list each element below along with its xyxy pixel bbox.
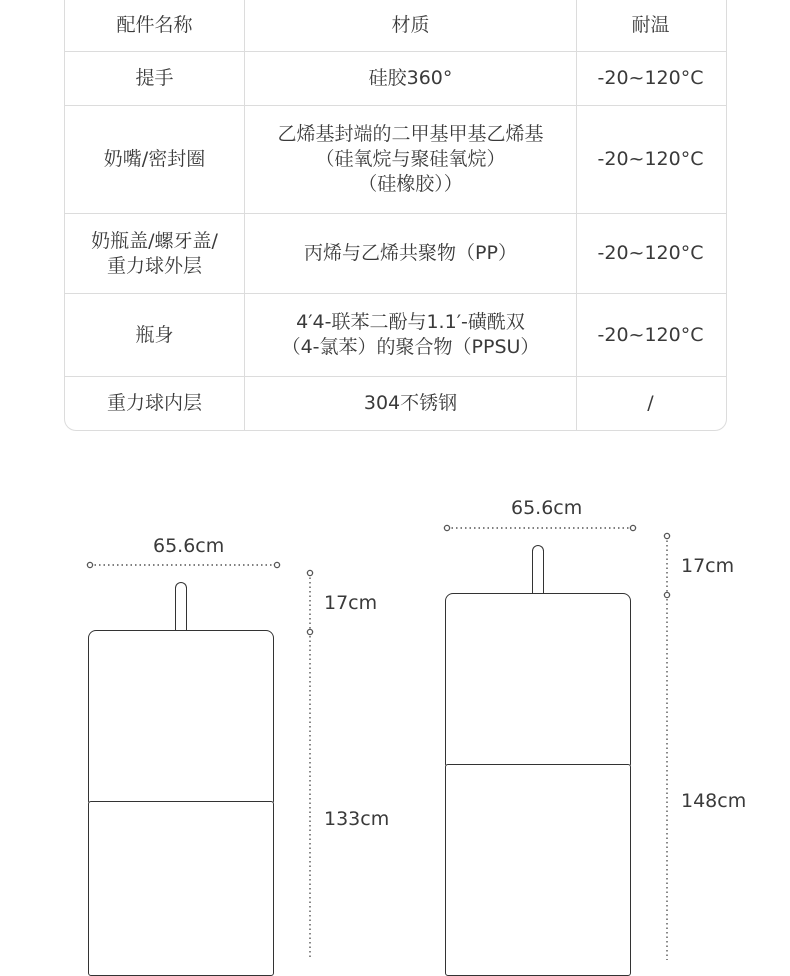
- temp-cell: /: [647, 392, 654, 414]
- material-cell: 4′4-联苯二酚与1.1′-磺酰双 （4-氯苯）的聚合物（PPSU）: [245, 294, 577, 376]
- right-handle-label: 17cm: [681, 555, 735, 577]
- left-body-label: 133cm: [324, 808, 390, 830]
- right-width-label: 65.6cm: [511, 497, 583, 519]
- material-cell: 丙烯与乙烯共聚物（PP）: [245, 214, 577, 293]
- header-material: 材质: [245, 0, 577, 51]
- right-panel-middle: [445, 764, 631, 976]
- part-cell: 奶嘴/密封圈: [65, 106, 245, 213]
- left-panel-middle: [88, 801, 274, 976]
- part-cell: 重力球内层: [65, 377, 245, 430]
- material-cell: 乙烯基封端的二甲基甲基乙烯基 （硅氧烷与聚硅氧烷） （硅橡胶））: [245, 106, 577, 213]
- material-cell: 硅胶360°: [245, 52, 577, 105]
- left-panel-top: [88, 630, 274, 804]
- part-cell: 提手: [65, 52, 245, 105]
- temp-cell: -20~120°C: [597, 67, 704, 89]
- left-handle-label: 17cm: [324, 592, 378, 614]
- temp-cell: -20~120°C: [597, 242, 704, 264]
- right-handle: [532, 545, 544, 595]
- part-cell: 奶瓶盖/螺牙盖/ 重力球外层: [65, 214, 245, 293]
- temp-cell: -20~120°C: [597, 148, 704, 170]
- material-cell: 304不锈钢: [245, 377, 577, 430]
- part-cell: 瓶身: [65, 294, 245, 376]
- left-handle: [175, 582, 187, 632]
- header-temp: 耐温: [631, 14, 670, 36]
- left-width-label: 65.6cm: [153, 535, 225, 557]
- right-panel-top: [445, 593, 631, 767]
- temp-cell: -20~120°C: [597, 323, 704, 346]
- header-part: 配件名称: [65, 0, 245, 51]
- right-body-label: 148cm: [681, 790, 747, 812]
